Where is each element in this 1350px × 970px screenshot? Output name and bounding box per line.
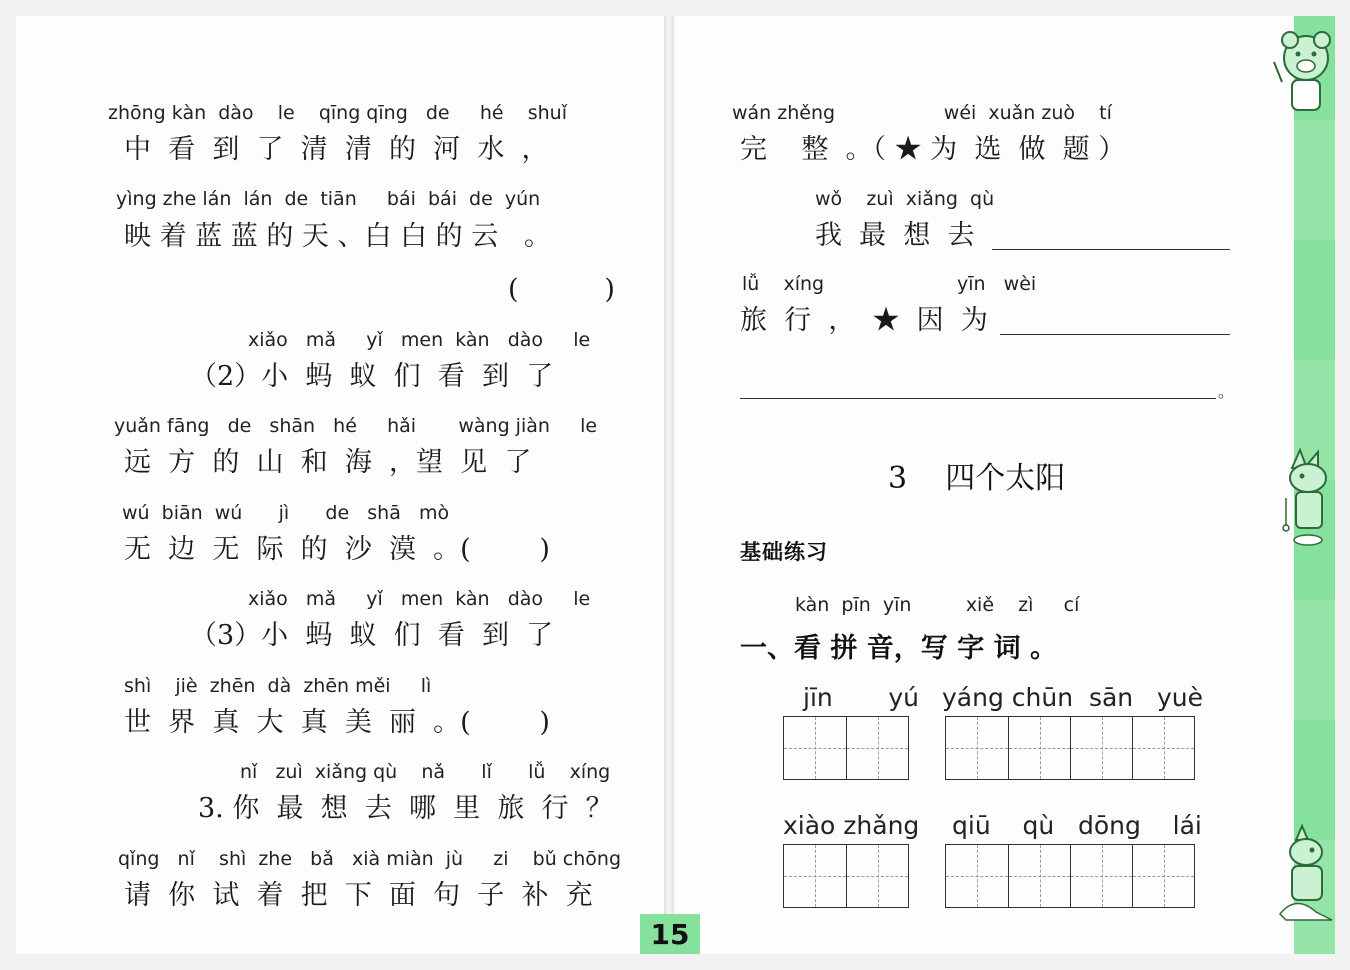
word-pinyin-2: yáng chūn sān yuè: [942, 683, 1203, 712]
pinyin-right-3: lǚ xíng yīn wèi: [742, 273, 1037, 295]
pinyin-line-9: nǐ zuì xiǎng qù nǎ lǐ lǚ xíng: [240, 761, 611, 783]
grid-cell[interactable]: [846, 845, 908, 907]
answer-paren-1: ( ): [508, 274, 615, 305]
answer-blank-2[interactable]: [1000, 334, 1230, 335]
text-line-8: 世 界 真 大 真 美 丽 。( ): [124, 707, 550, 738]
writing-grid-3[interactable]: [783, 844, 909, 908]
grid-cell[interactable]: [1070, 717, 1132, 779]
cat-mascot-icon: [1276, 824, 1336, 924]
grid-cell[interactable]: [846, 717, 908, 779]
answer-blank-3[interactable]: [740, 398, 1216, 399]
grid-cell[interactable]: [946, 717, 1008, 779]
pinyin-line-7: xiǎo mǎ yǐ men kàn dào le: [248, 588, 591, 610]
writing-grid-2[interactable]: [945, 716, 1195, 780]
pig-mascot-icon: [1272, 22, 1336, 122]
grid-cell[interactable]: [1132, 845, 1194, 907]
writing-grid-1[interactable]: [783, 716, 909, 780]
grid-cell[interactable]: [784, 717, 846, 779]
pinyin-line-8: shì jiè zhēn dà zhēn měi lì: [124, 675, 432, 697]
text-line-1: 中 看 到 了 清 清 的 河 水 ，: [124, 134, 549, 165]
word-pinyin-4: qiū qù dōng lái: [952, 811, 1202, 840]
page-number: 15: [640, 914, 700, 954]
text-line-7: （3）小 蚂 蚁 们 看 到 了: [190, 620, 554, 651]
book-gutter: [664, 16, 674, 954]
text-line-9: 3. 你 最 想 去 哪 里 旅 行 ？: [198, 793, 613, 824]
answer-blank-1[interactable]: [992, 249, 1230, 250]
pinyin-right-2: wǒ zuì xiǎng qù: [815, 188, 995, 210]
text-right-2: 我 最 想 去: [815, 220, 975, 251]
pinyin-line-5: yuǎn fāng de shān hé hǎi wàng jiàn le: [114, 415, 598, 437]
text-right-1: 完 整 。（ ★ 为 选 做 题 ）: [740, 134, 1126, 165]
text-line-10: 请 你 试 着 把 下 面 句 子 补 充: [124, 880, 593, 911]
grid-cell[interactable]: [946, 845, 1008, 907]
grid-cell[interactable]: [784, 845, 846, 907]
text-line-4: （2）小 蚂 蚁 们 看 到 了: [190, 361, 554, 392]
pinyin-line-1: zhōng kàn dào le qīng qīng de hé shuǐ: [108, 102, 567, 124]
text-line-2: 映 着 蓝 蓝 的 天 、白 白 的 云 。: [124, 221, 551, 252]
text-line-6: 无 边 无 际 的 沙 漠 。( ): [124, 534, 550, 565]
period-end: 。: [1218, 382, 1235, 401]
question-heading: 一、看 拼 音，写 字 词 。: [740, 633, 1057, 664]
text-right-3: 旅 行 ， ★ 因 为: [740, 305, 988, 336]
pinyin-right-1: wán zhěng wéi xuǎn zuò tí: [732, 102, 1112, 124]
grid-cell[interactable]: [1132, 717, 1194, 779]
pinyin-line-4: xiǎo mǎ yǐ men kàn dào le: [248, 329, 591, 351]
text-line-5: 远 方 的 山 和 海 ，望 见 了: [124, 447, 532, 478]
section-label: 基础练习: [740, 540, 828, 564]
grid-cell[interactable]: [1008, 717, 1070, 779]
writing-grid-4[interactable]: [945, 844, 1195, 908]
question-pinyin: kàn pīn yīn xiě zì cí: [795, 594, 1080, 616]
pinyin-line-2: yìng zhe lán lán de tiān bái bái de yún: [116, 188, 541, 210]
wolf-mascot-icon: [1278, 448, 1336, 548]
word-pinyin-1: jīn yú: [803, 683, 920, 712]
lesson-title: 3 四个太阳: [888, 461, 1066, 496]
grid-cell[interactable]: [1070, 845, 1132, 907]
word-pinyin-3: xiào zhǎng: [783, 811, 920, 840]
grid-cell[interactable]: [1008, 845, 1070, 907]
pinyin-line-6: wú biān wú jì de shā mò: [122, 502, 450, 524]
pinyin-line-10: qǐng nǐ shì zhe bǎ xià miàn jù zi bǔ chōng: [118, 848, 622, 870]
